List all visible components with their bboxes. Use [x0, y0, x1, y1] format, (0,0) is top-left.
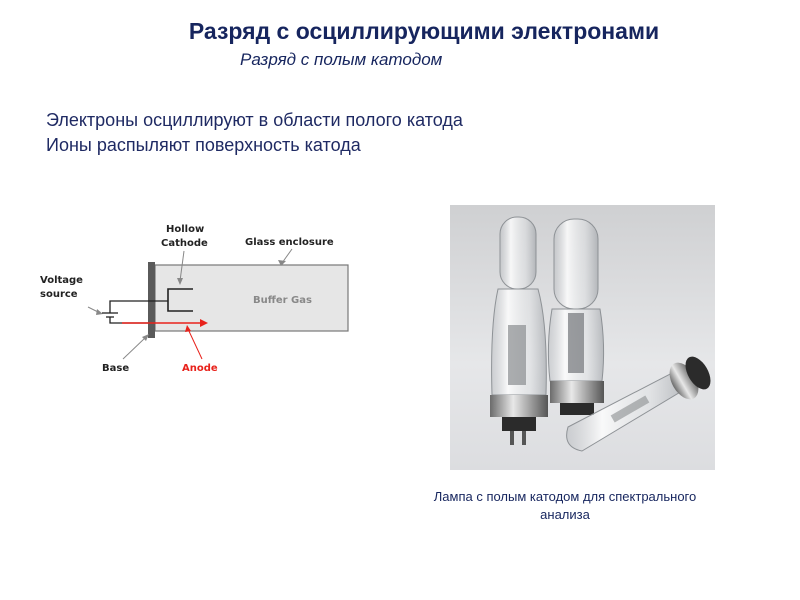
- anode-pointer: [188, 329, 202, 359]
- label-cathode: Cathode: [161, 238, 208, 249]
- hollow-cathode-lamp-photo: [450, 205, 715, 470]
- caption-line-1: Лампа с полым катодом для спектрального: [433, 489, 697, 504]
- label-source: source: [40, 289, 78, 300]
- photo-caption: [405, 488, 725, 524]
- body-line-2: Ионы распыляют поверхность катода: [46, 135, 361, 155]
- label-base: Base: [102, 363, 130, 374]
- voltage-source-arrowhead: [96, 309, 103, 315]
- label-hollow: Hollow: [166, 224, 205, 235]
- body-line-1: Электроны осциллируют в области полого катода: [46, 110, 463, 130]
- lamp-center: [548, 219, 604, 415]
- label-voltage: Voltage: [40, 275, 83, 286]
- hollow-cathode-diagram: [30, 215, 390, 385]
- glass-enclosure: [155, 265, 348, 331]
- slide-body: [46, 108, 463, 158]
- base-plate: [148, 262, 155, 338]
- ground-wire: [110, 317, 148, 323]
- label-buffer-gas: Buffer Gas: [253, 295, 312, 306]
- label-anode: Anode: [182, 363, 218, 374]
- base-pointer: [123, 337, 146, 359]
- slide-subtitle: Разряд с полым катодом: [240, 50, 443, 69]
- label-glass-enclosure: Glass enclosure: [245, 237, 334, 248]
- caption-line-2: анализа: [540, 507, 590, 522]
- slide-title: Разряд с осциллирующими электронами: [188, 18, 660, 44]
